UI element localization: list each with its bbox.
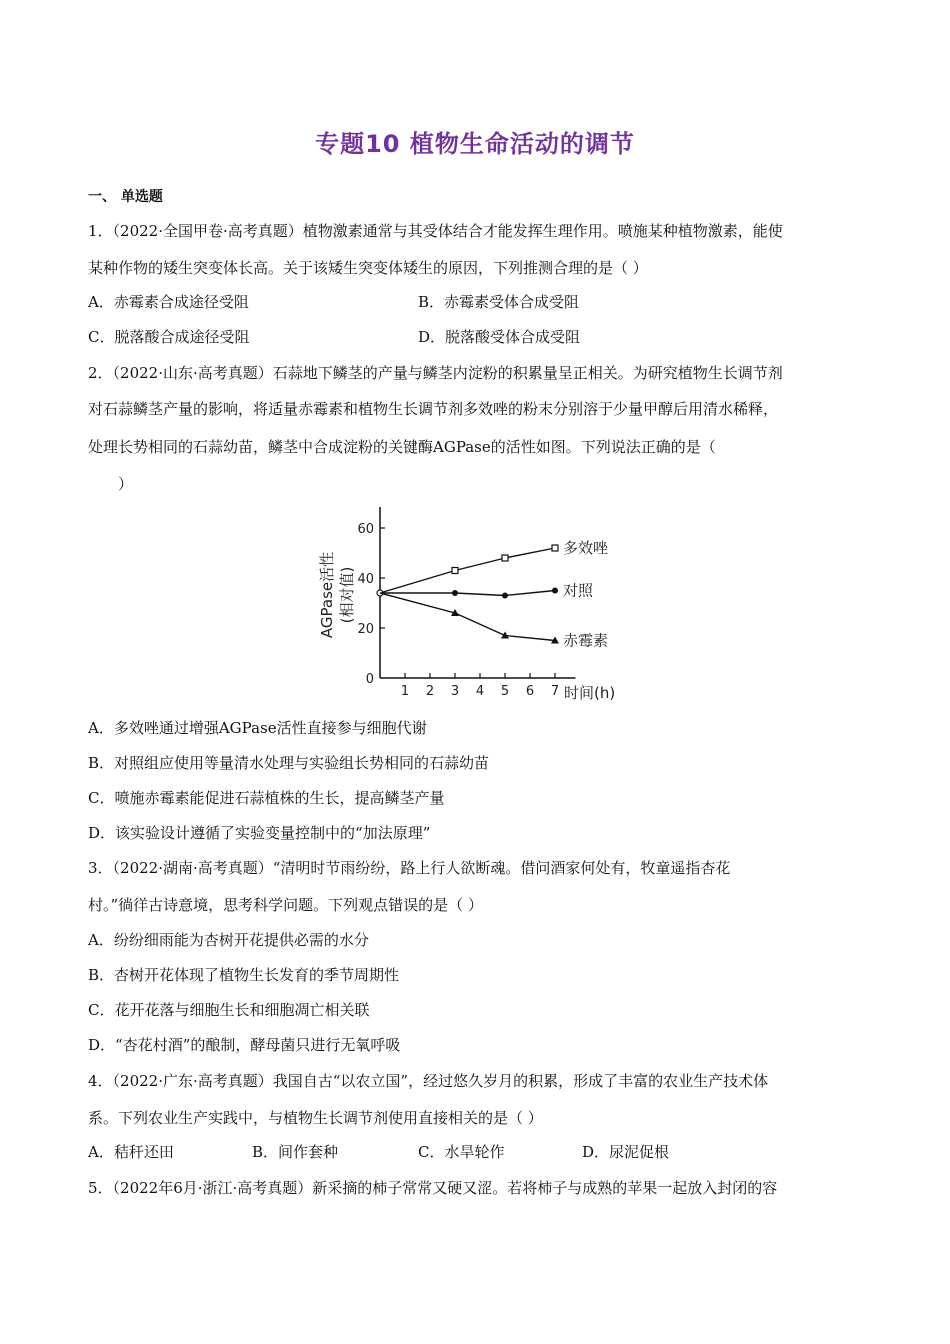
q4-option-a: A．秸秆还田 — [88, 1143, 174, 1161]
y-axis-label-unit: (相对值) — [338, 566, 356, 624]
x-tick-labels — [401, 673, 559, 699]
y-tick-labels — [357, 522, 385, 687]
q4-stem-line1: 4．（2022·广东·高考真题）我国自古“以农立国”，经过悠久岁月的积累，形成了丰富的农业生产技术体 — [88, 1072, 769, 1090]
x-axis-label: 时间(h) — [564, 684, 616, 702]
q2-stem-line4: ） — [118, 475, 134, 493]
series-0-point-1 — [452, 568, 458, 574]
q2-stem-line2: 对石蒜鳞茎产量的影响，将适量赤霉素和植物生长调节剂多效唑的粉末分别溶于少量甲醇后用清水稀释， — [88, 400, 779, 418]
series-1-point-1 — [452, 590, 458, 596]
q4-option-b: B．间作套种 — [252, 1143, 339, 1161]
x-tick-label-4: 4 — [475, 684, 485, 699]
series-1-point-2 — [502, 593, 508, 599]
q4-option-d: D．尿泥促根 — [582, 1143, 670, 1161]
series-line-1 — [380, 591, 555, 596]
q3-stem-line1: 3．（2022·湖南·高考真题）“清明时节雨纷纷，路上行人欲断魂。借问酒家何处有，牧童遥指杏花 — [88, 859, 731, 877]
x-tick-label-5: 5 — [500, 684, 510, 699]
y-axis-label: AGPase活性 — [318, 551, 336, 639]
series-1-point-3 — [552, 588, 558, 594]
x-tick-label-7: 7 — [550, 684, 560, 699]
q2-option-a: A．多效唑通过增强AGPase活性直接参与细胞代谢 — [88, 719, 427, 737]
series-0-point-2 — [502, 555, 508, 561]
q2-option-d: D．该实验设计遵循了实验变量控制中的“加法原理” — [88, 824, 431, 842]
q4-stem-line2: 系。下列农业生产实践中，与植物生长调节剂使用直接相关的是（ ） — [88, 1109, 543, 1127]
chart-series — [377, 539, 609, 650]
y-tick-label-0: 0 — [365, 672, 374, 687]
q2-stem-line1: 2．（2022·山东·高考真题）石蒜地下鳞茎的产量与鳞茎内淀粉的积累量呈正相关。为研究植物生长调节剂 — [88, 364, 783, 382]
x-tick-label-2: 2 — [425, 684, 435, 699]
series-label-2: 赤霉素 — [563, 631, 609, 650]
q1-option-c: C．脱落酸合成途径受阻 — [88, 328, 250, 346]
q2-option-b: B．对照组应使用等量清水处理与实验组长势相同的石蒜幼苗 — [88, 754, 490, 772]
q5-stem-line1: 5．（2022年6月·浙江·高考真题）新采摘的柿子常常又硬又涩。若将柿子与成熟的苹果一起放入封闭的容 — [88, 1179, 778, 1197]
agpase-line-chart — [310, 495, 650, 710]
series-line-0 — [380, 548, 555, 593]
q3-option-c: C．花开花落与细胞生长和细胞凋亡相关联 — [88, 1001, 370, 1019]
y-tick-label-40: 40 — [357, 572, 374, 587]
q3-option-d: D．“杏花村酒”的酿制，酵母菌只进行无氧呼吸 — [88, 1036, 401, 1054]
series-line-2 — [380, 593, 555, 641]
y-tick-label-20: 20 — [357, 622, 374, 637]
q3-option-b: B．杏树开花体现了植物生长发育的季节周期性 — [88, 966, 400, 984]
series-label-1: 对照 — [563, 581, 594, 600]
section-heading: 一、 单选题 — [88, 189, 163, 205]
q1-stem-line1: 1．（2022·全国甲卷·高考真题）植物激素通常与其受体结合才能发挥生理作用。喷施某种植物激素，能使 — [88, 222, 783, 240]
q3-option-a: A．纷纷细雨能为杏树开花提供必需的水分 — [88, 931, 369, 949]
q3-stem-line2: 村。”徜徉古诗意境，思考科学问题。下列观点错误的是（ ） — [88, 896, 483, 914]
q4-option-c: C．水旱轮作 — [418, 1143, 505, 1161]
q2-stem-line3: 处理长势相同的石蒜幼苗，鳞茎中合成淀粉的关键酶AGPase的活性如图。下列说法正确的是（ — [88, 438, 716, 456]
x-tick-label-1: 1 — [400, 684, 410, 699]
y-tick-label-60: 60 — [357, 522, 374, 537]
q1-option-a: A．赤霉素合成途径受阻 — [88, 293, 249, 311]
series-label-0: 多效唑 — [563, 539, 609, 557]
q1-option-b: B．赤霉素受体合成受阻 — [418, 293, 580, 311]
q2-option-c: C．喷施赤霉素能促进石蒜植株的生长，提高鳞茎产量 — [88, 789, 445, 807]
q1-option-d: D．脱落酸受体合成受阻 — [418, 328, 581, 346]
q1-stem-line2: 某种作物的矮生突变体长高。关于该矮生突变体矮生的原因，下列推测合理的是（ ） — [88, 259, 648, 277]
series-0-point-3 — [552, 545, 558, 551]
x-tick-label-6: 6 — [525, 684, 535, 699]
x-tick-label-3: 3 — [450, 684, 460, 699]
page-title: 专题10 植物生命活动的调节 — [315, 130, 635, 158]
